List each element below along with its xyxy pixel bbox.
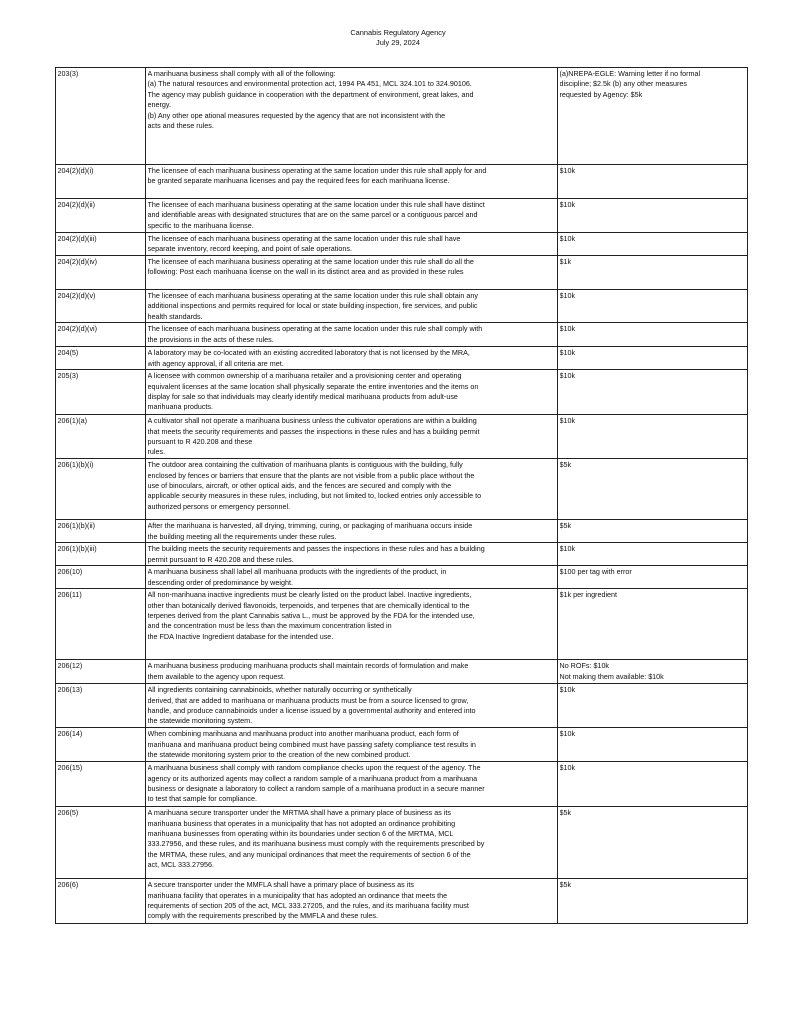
rule-text-line: The licensee of each marihuana business operating at the same location under this rule shall obtain any: [147, 291, 478, 300]
table-row: [56, 68, 748, 165]
rule-text-line: A marihuana secure transporter under the MRTMA shall have a primary place of business as its: [147, 808, 451, 818]
rule-text-line: business or designate a laboratory to collect a random sample of a marihuana product in a secure manner: [147, 784, 485, 794]
rule-text-line: equivalent licenses at the same location shall physically separate the entire inventories and the items on: [147, 381, 479, 391]
fine-text: $1k per ingredient: [559, 590, 618, 600]
rule-number-cell: [56, 415, 146, 459]
rule-text-line: A cultivator shall not operate a marihuana business unless the cultivator operations are within a building: [147, 416, 477, 426]
rule-number: 204(2)(d)(ii): [57, 200, 96, 209]
table-row: [56, 199, 748, 233]
rule-text-line: agency or its authorized agents may collect a random sample of a marihuana product from a marihuana: [147, 773, 478, 783]
rule-text-line: the building meeting all the requirements under these rules.: [147, 531, 337, 541]
rule-number-cell: [56, 370, 146, 415]
rule-text-line: be granted separate marihuana licenses and pay the required fees for each marihuana license.: [147, 176, 450, 186]
rule-text-line: A laboratory may be co-located with an existing accredited laboratory that is not licensed by the MRA,: [147, 348, 470, 358]
rule-text-cell: [146, 415, 558, 459]
fine-text: $1k: [559, 257, 572, 266]
rule-text-line: specific to the marihuana license.: [147, 220, 254, 230]
document-date: July 29, 2024: [376, 38, 420, 47]
rule-number: 206(5): [57, 808, 79, 818]
rule-number: 204(2)(d)(i): [57, 166, 94, 175]
rule-number-cell: [56, 459, 146, 520]
rule-number: 204(2)(d)(vi): [57, 324, 98, 334]
rule-number: 204(5): [57, 348, 79, 358]
rule-text-line: derived, that are added to marihuana or marihuana products must be from a source licensed to grow,: [147, 695, 469, 705]
rules-table-body: [56, 68, 748, 924]
fine-text: $5k: [559, 521, 572, 531]
agency-name: Cannabis Regulatory Agency: [350, 28, 446, 37]
rule-text-line: The outdoor area containing the cultivation of marihuana plants is contiguous with the building, fully: [147, 460, 463, 470]
rule-text-cell: [146, 660, 558, 684]
rule-number-cell: [56, 290, 146, 323]
fine-text: $10k: [559, 685, 576, 695]
rule-text-cell: [146, 370, 558, 415]
table-row: [56, 165, 748, 199]
rule-text-line: separate inventory, record keeping, and point of sale operations.: [147, 244, 352, 254]
rule-text-line: All ingredients containing cannabinoids, whether naturally occurring or synthetically: [147, 685, 412, 695]
rule-text-cell: [146, 165, 558, 199]
rule-text-line: additional inspections and permits required for local or state building inspection, fire services, and public: [147, 301, 478, 311]
rule-number: 206(1)(a): [57, 416, 88, 426]
rule-text-line: that meets the security requirements and passes the inspections in these rules and has a building permit: [147, 426, 480, 436]
table-row: [56, 256, 748, 290]
table-row: [56, 415, 748, 459]
rule-number: 203(3): [57, 69, 79, 78]
fine-text: $10k: [559, 763, 576, 773]
rule-text-line: The agency may publish guidance in cooperation with the department of environment, great lakes, and: [147, 89, 474, 99]
rule-number: 205(3): [57, 371, 79, 381]
rule-text-line: descending order of predominance by weight.: [147, 577, 293, 587]
rule-number: 206(1)(b)(i): [57, 460, 94, 470]
fine-cell: [558, 347, 748, 370]
rule-number-cell: [56, 762, 146, 807]
rule-text-line: to test that sample for compliance.: [147, 794, 257, 804]
table-row: [56, 520, 748, 543]
rule-number: 204(2)(d)(iv): [57, 257, 98, 266]
rule-text-cell: [146, 566, 558, 589]
table-row: [56, 347, 748, 370]
fine-text: (a)NREPA-EGLE: Warning letter if no formal: [559, 69, 701, 78]
rule-text-line: use of binoculars, aircraft, or other optical aids, and the fences are secured and comply with the: [147, 481, 452, 491]
fine-text: $10k: [559, 416, 576, 426]
rule-text-line: act, MCL 333.27956.: [147, 860, 214, 870]
rule-text-line: and identifiable areas with designated structures that are on the same parcel or a contiguous parcel and: [147, 210, 478, 220]
fine-text: $10k: [559, 291, 576, 300]
rule-text-line: enclosed by fences or barriers that ensure that the plants are not visible from a public place without the: [147, 470, 475, 480]
table-row: [56, 660, 748, 684]
table-row: [56, 879, 748, 924]
table-row: [56, 762, 748, 807]
fine-text: Not making them available: $10k: [559, 671, 664, 681]
rule-text-line: A marihuana business shall comply with random compliance checks upon the request of the agency. The: [147, 763, 481, 773]
table-row: [56, 290, 748, 323]
table-row: [56, 589, 748, 660]
table-row: [56, 370, 748, 415]
rule-number: 206(1)(b)(ii): [57, 521, 96, 531]
rule-text-cell: [146, 323, 558, 347]
rule-number-cell: [56, 728, 146, 762]
fine-cell: [558, 415, 748, 459]
rule-text-line: The building meets the security requirements and passes the inspections in these rules and has a building: [147, 544, 485, 554]
rule-text-line: All non-marihuana inactive ingredients must be clearly listed on the product label. Inactive ingredients,: [147, 590, 472, 600]
fine-cell: [558, 459, 748, 520]
rule-text-line: rules.: [147, 447, 166, 457]
table-row: [56, 459, 748, 520]
rule-text-cell: [146, 347, 558, 370]
rule-text-cell: [146, 199, 558, 233]
fine-cell: [558, 589, 748, 660]
rule-text-line: marihuana facility that operates in a municipality that has adopted an ordinance that meets the: [147, 890, 448, 900]
rule-number: 204(2)(d)(v): [57, 291, 96, 300]
rule-text-line: permit pursuant to R 420.208 and these rules.: [147, 554, 294, 564]
rule-text-line: display for sale so that individuals may clearly identify medical marihuana products from adult-use: [147, 392, 458, 402]
table-row: [56, 684, 748, 728]
fine-text: $10k: [559, 348, 576, 358]
rule-text-cell: [146, 256, 558, 290]
fine-cell: [558, 290, 748, 323]
fine-text: $10k: [559, 371, 576, 381]
fine-cell: [558, 762, 748, 807]
fine-text: $100 per tag with error: [559, 567, 632, 577]
fine-cell: [558, 199, 748, 233]
fine-cell: [558, 684, 748, 728]
rule-text-line: (a) The natural resources and environmental protection act, 1994 PA 451, MCL 324.101 to 324.90106.: [147, 79, 472, 89]
rule-text-line: The licensee of each marihuana business operating at the same location under this rule shall have distinct: [147, 200, 485, 209]
fine-text: discipline; $2.5k (b) any other measures: [559, 79, 687, 89]
fine-text: $10k: [559, 200, 576, 209]
rule-text-line: energy.: [147, 100, 171, 110]
fine-cell: [558, 728, 748, 762]
fine-text: $10k: [559, 324, 576, 334]
rule-text-line: applicable security measures in these rules, including, but not limited to, locked entries only accessible to: [147, 491, 482, 501]
rule-text-line: with agency approval, if all criteria are met.: [147, 358, 284, 368]
rule-number-cell: [56, 520, 146, 543]
rule-text-cell: [146, 807, 558, 879]
rule-text-cell: [146, 520, 558, 543]
rule-text-line: and the concentration must be less than the maximum concentration listed in: [147, 621, 392, 631]
fine-text: $5k: [559, 808, 572, 818]
rule-text-line: A marihuana business shall comply with all of the following:: [147, 69, 336, 78]
rule-text-cell: [146, 543, 558, 566]
rule-text-line: marihuana businesses from operating within its boundaries under section 6 of the MRTMA, MCL: [147, 829, 454, 839]
rule-number-cell: [56, 807, 146, 879]
table-row: [56, 807, 748, 879]
rule-number-cell: [56, 68, 146, 165]
rule-number: 206(14): [57, 729, 83, 739]
rule-number-cell: [56, 684, 146, 728]
rule-text-line: The licensee of each marihuana business operating at the same location under this rule shall do all the: [147, 257, 474, 266]
rule-text-cell: [146, 728, 558, 762]
rule-text-line: other than botanically derived flavonoids, terpenoids, and terpenes that are chemically identical to the: [147, 600, 470, 610]
rule-text-line: health standards.: [147, 311, 203, 321]
rule-text-line: A licensee with common ownership of a marihuana retailer and a provisioning center and operating: [147, 371, 462, 381]
rule-number-cell: [56, 566, 146, 589]
fine-cell: [558, 879, 748, 924]
rule-number-cell: [56, 879, 146, 924]
rule-number-cell: [56, 543, 146, 566]
rule-text-line: terpenes derived from the plant Cannabis sativa L., must be approved by the FDA for the intended use,: [147, 611, 475, 621]
fine-text: $10k: [559, 544, 576, 554]
rule-text-line: the statewide monitoring system prior to the creation of the new combined product.: [147, 750, 411, 760]
fine-cell: [558, 370, 748, 415]
fine-text: requested by Agency: $5k: [559, 89, 643, 99]
fine-cell: [558, 256, 748, 290]
rule-text-line: marihuana products.: [147, 402, 214, 412]
rule-text-line: marihuana and marihuana product being combined must have passing safety compliance test results in: [147, 739, 476, 749]
table-row: [56, 323, 748, 347]
rule-number-cell: [56, 660, 146, 684]
fine-text: $10k: [559, 234, 576, 243]
rule-text-cell: [146, 233, 558, 256]
rule-number: 206(13): [57, 685, 83, 695]
rule-number: 206(12): [57, 661, 83, 671]
rule-text-line: After the marihuana is harvested, all drying, trimming, curing, or packaging of marihuana occurs inside: [147, 521, 473, 531]
rule-number: 206(6): [57, 880, 79, 890]
rule-text-line: When combining marihuana and marihuana product into another marihuana product, each form of: [147, 729, 459, 739]
rule-number-cell: [56, 233, 146, 256]
rule-text-line: A secure transporter under the MMFLA shall have a primary place of business as its: [147, 880, 414, 890]
rule-text-line: the FDA Inactive Ingredient database for the intended use.: [147, 631, 334, 641]
rule-text-line: The licensee of each marihuana business operating at the same location under this rule shall have: [147, 234, 461, 243]
rule-text-cell: [146, 459, 558, 520]
rule-text-line: marihuana business that operates in a municipality that has not adopted an ordinance prohibiting: [147, 818, 456, 828]
rule-number: 206(11): [57, 590, 82, 600]
rule-text-line: A marihuana business producing marihuana products shall maintain records of formulation and make: [147, 661, 469, 671]
fine-cell: [558, 660, 748, 684]
fine-cell: [558, 323, 748, 347]
rule-text-line: following: Post each marihuana license on the wall in its distinct area and as provided in these rules: [147, 267, 464, 277]
table-row: [56, 233, 748, 256]
rule-text-line: 333.27956, and these rules, and its marihuana business must comply with the requirements prescribed by: [147, 839, 485, 849]
rule-number-cell: [56, 347, 146, 370]
rule-number: 206(10): [57, 567, 83, 577]
fine-text: No ROFs: $10k: [559, 661, 610, 671]
rule-text-line: comply with the requirements prescribed by the MMFLA and these rules.: [147, 911, 379, 921]
rule-number-cell: [56, 165, 146, 199]
rule-number-cell: [56, 589, 146, 660]
rule-number: 206(1)(b)(iii): [57, 544, 97, 554]
rule-number-cell: [56, 199, 146, 233]
table-row: [56, 566, 748, 589]
fine-cell: [558, 520, 748, 543]
rule-number: 204(2)(d)(iii): [57, 234, 97, 243]
rule-text-line: The licensee of each marihuana business operating at the same location under this rule shall comply with: [147, 324, 483, 334]
fine-cell: [558, 233, 748, 256]
rule-text-line: them available to the agency upon request.: [147, 671, 285, 681]
fine-cell: [558, 543, 748, 566]
rule-text-line: authorized persons or emergency personnel.: [147, 501, 291, 511]
fine-cell: [558, 68, 748, 165]
rule-number: 206(15): [57, 763, 83, 773]
fine-text: $5k: [559, 880, 572, 890]
rule-text-cell: [146, 589, 558, 660]
fine-cell: [558, 807, 748, 879]
fine-text: $5k: [559, 460, 572, 470]
rule-text-cell: [146, 684, 558, 728]
table-row: [56, 728, 748, 762]
rule-text-line: The licensee of each marihuana business operating at the same location under this rule shall apply for and: [147, 166, 487, 175]
rule-text-line: the provisions in the acts of these rules.: [147, 334, 274, 344]
rule-text-line: the MRTMA, these rules, and any municipal ordinances that meet the requirements of section 6 of the: [147, 849, 471, 859]
rule-text-line: pursuant to R 420.208 and these: [147, 437, 253, 447]
rule-text-cell: [146, 290, 558, 323]
page-header: [0, 28, 796, 48]
rule-text-line: requirements of section 205 of the act, MCL 333.27205, and the rules, and its marihuana facility must: [147, 901, 469, 911]
rule-text-line: handle, and produce cannabinoids under a license issued by a governmental authority and entered into: [147, 706, 476, 716]
rule-text-line: A marihuana business shall label all marihuana products with the ingredients of the product, in: [147, 567, 447, 577]
rule-text-line: (b) Any other ope ational measures requested by the agency that are not inconsistent with the: [147, 110, 446, 120]
rule-text-line: acts and these rules.: [147, 121, 214, 131]
fine-cell: [558, 165, 748, 199]
rule-number-cell: [56, 323, 146, 347]
rule-number-cell: [56, 256, 146, 290]
rule-text-cell: [146, 762, 558, 807]
rule-text-cell: [146, 879, 558, 924]
fine-cell: [558, 566, 748, 589]
rules-table: [55, 67, 748, 924]
rule-text-cell: [146, 68, 558, 165]
fine-text: $10k: [559, 166, 576, 175]
rule-text-line: the statewide monitoring system.: [147, 716, 253, 726]
table-row: [56, 543, 748, 566]
fine-text: $10k: [559, 729, 576, 739]
